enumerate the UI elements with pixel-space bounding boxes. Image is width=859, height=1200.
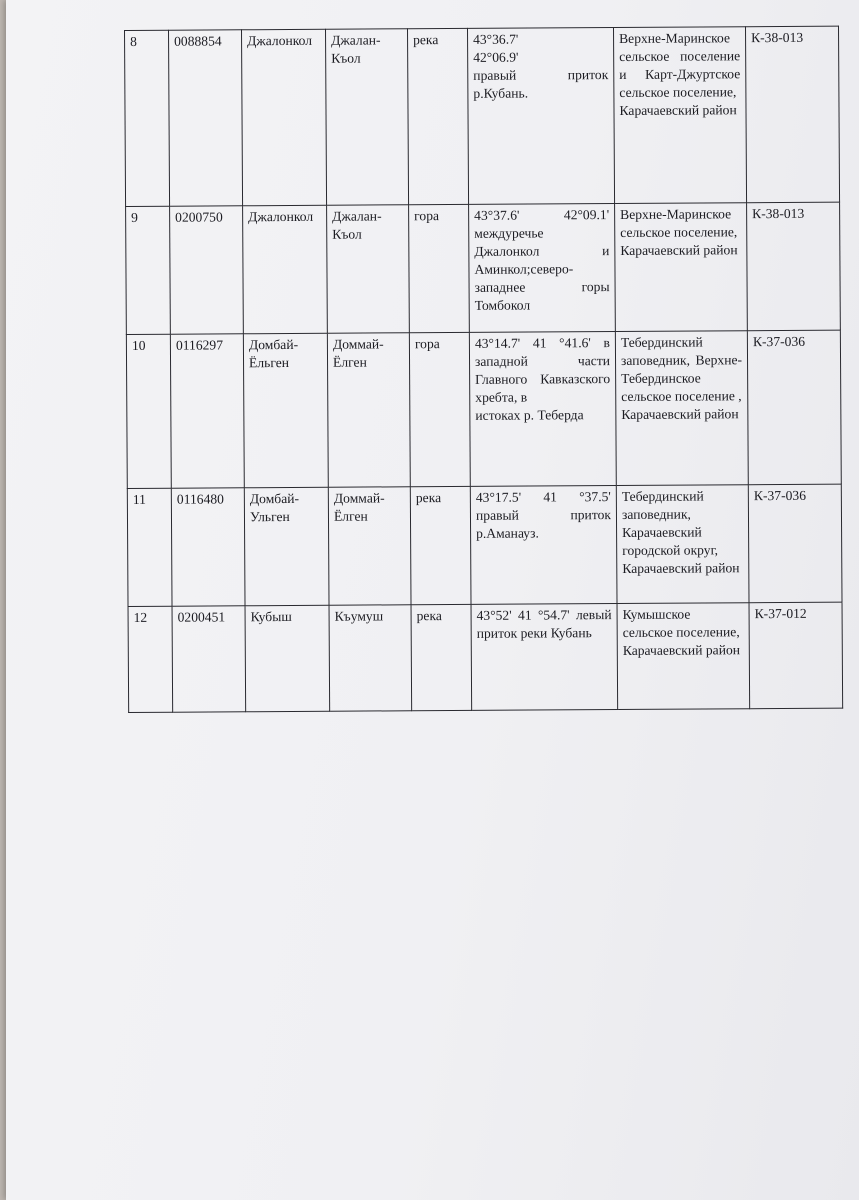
- document-page: [6, 0, 859, 1200]
- map-sheet: К-37-036: [747, 330, 841, 485]
- coordinates-description: 43°37.6' 42°09.1' междуречье Джалонкол и Аминкол;северо-западнее горы Томбокол: [469, 204, 616, 333]
- local-name: Джалан-Къол: [327, 205, 410, 333]
- object-code: 0116297: [170, 334, 244, 488]
- map-sheet: К-38-013: [745, 26, 839, 203]
- administrative-location: Тебердинский заповедник, Верхне-Тебердинское сельское поселение , Карачаевский район: [615, 331, 748, 486]
- coordinates-description: 43°52' 41 °54.7' левый приток реки Кубань: [471, 603, 618, 710]
- row-number: 8: [125, 30, 170, 206]
- object-name: Кубыш: [245, 605, 330, 712]
- table-row: [128, 602, 843, 712]
- object-code: 0200750: [170, 206, 244, 334]
- map-sheet: К-38-013: [747, 202, 841, 331]
- map-sheet: К-37-012: [749, 602, 843, 709]
- row-number: 10: [126, 334, 171, 488]
- table-row: [125, 26, 840, 206]
- coordinates-description: 43°14.7' 41 °41.6' в западной части Главного Кавказского хребта, в истоках р. Теберда: [469, 332, 616, 487]
- object-name: Джалонкол: [242, 29, 327, 206]
- object-code: 0088854: [169, 30, 243, 206]
- row-number: 9: [126, 206, 171, 334]
- object-type: река: [411, 604, 472, 710]
- administrative-location: Кумышское сельское поселение, Карачаевский район: [617, 603, 750, 710]
- object-name: Джалонкол: [243, 205, 328, 334]
- local-name: Къумуш: [329, 605, 412, 711]
- object-type: гора: [409, 332, 470, 486]
- administrative-location: Тебердинский заповедник, Карачаевский городской округ, Карачаевский район: [616, 485, 749, 604]
- local-name: Доммай-Ёлген: [327, 333, 410, 487]
- map-sheet: К-37-036: [748, 484, 842, 603]
- object-type: река: [407, 28, 468, 204]
- object-name: Домбай-Ульген: [244, 487, 329, 606]
- row-number: 11: [127, 488, 172, 606]
- object-name: Домбай-Ёльген: [243, 333, 328, 488]
- local-name: Доммай-Ёлген: [328, 487, 411, 605]
- object-code: 0116480: [171, 488, 245, 606]
- object-type: река: [410, 486, 471, 604]
- table-row: [126, 330, 841, 488]
- toponym-table: [124, 26, 843, 713]
- administrative-location: Верхне-Маринское сельское поселение, Карачаевский район: [615, 203, 748, 332]
- object-code: 0200451: [172, 606, 246, 712]
- local-name: Джалан-Къол: [325, 29, 408, 205]
- table-row: [127, 484, 842, 606]
- table-row: [126, 202, 841, 334]
- coordinates-description: 43°17.5' 41 °37.5' правый приток р.Аманауз.: [470, 486, 617, 605]
- administrative-location: Верхне-Маринское сельское поселение и Карт-Джуртское сельское поселение, Карачаевский район: [613, 27, 746, 204]
- coordinates-description: 43°36.7' 42°06.9' правый приток р.Кубань.: [467, 28, 614, 205]
- row-number: 12: [128, 606, 173, 712]
- object-type: гора: [409, 204, 470, 332]
